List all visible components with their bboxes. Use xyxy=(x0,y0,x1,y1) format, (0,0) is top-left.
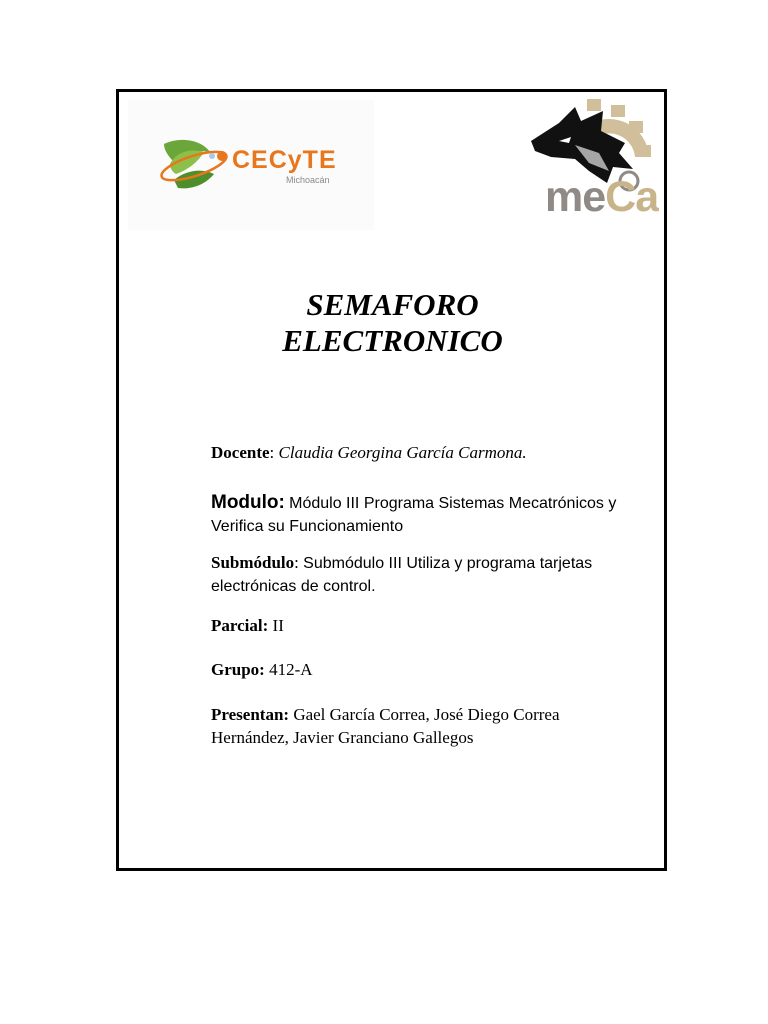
modulo-value: Módulo III Programa Sistemas Mecatrónicos y Verifica su Funcionamiento xyxy=(211,495,617,535)
grupo-value: 412-A xyxy=(269,660,313,679)
presentan-row xyxy=(211,703,631,749)
presentan-value: Gael García Correa, José Diego Correa Hernández, Javier Granciano Gallegos xyxy=(211,705,560,747)
parcial-label: Parcial: xyxy=(211,616,269,635)
grupo-label: Grupo: xyxy=(211,660,265,679)
meca-brand-accent: Ca xyxy=(605,173,659,221)
document-title xyxy=(140,287,645,359)
submodulo-label: Submódulo xyxy=(211,553,295,572)
docente-value: Claudia Georgina García Carmona. xyxy=(278,443,527,462)
cecyte-brand: CECyTE xyxy=(232,146,337,174)
submodulo-row: Submódulo: Submódulo III Utiliza y programa tarjetas electrónicas de control. xyxy=(211,553,593,595)
submodulo-value: Submódulo III Utiliza y programa tarjetas electrónicas de control. xyxy=(211,555,593,595)
docente-row: Docente: Claudia Georgina García Carmona. xyxy=(211,443,527,462)
meca-brand xyxy=(545,175,658,220)
title-line-1: SEMAFORO xyxy=(306,287,479,322)
grupo-row xyxy=(211,658,631,681)
presentan-label: Presentan: xyxy=(211,705,290,724)
modulo-label: Modulo: xyxy=(211,492,285,513)
title-line-2: ELECTRONICO xyxy=(282,323,503,358)
meca-logo xyxy=(529,97,659,221)
cecyte-logo xyxy=(128,100,374,230)
parcial-value: II xyxy=(272,616,284,635)
modulo-row xyxy=(211,492,631,538)
cecyte-subtitle: Michoacán xyxy=(286,175,330,185)
parcial-row xyxy=(211,614,631,637)
meca-brand-prefix: me xyxy=(545,173,606,221)
docente-label: Docente xyxy=(211,443,270,462)
